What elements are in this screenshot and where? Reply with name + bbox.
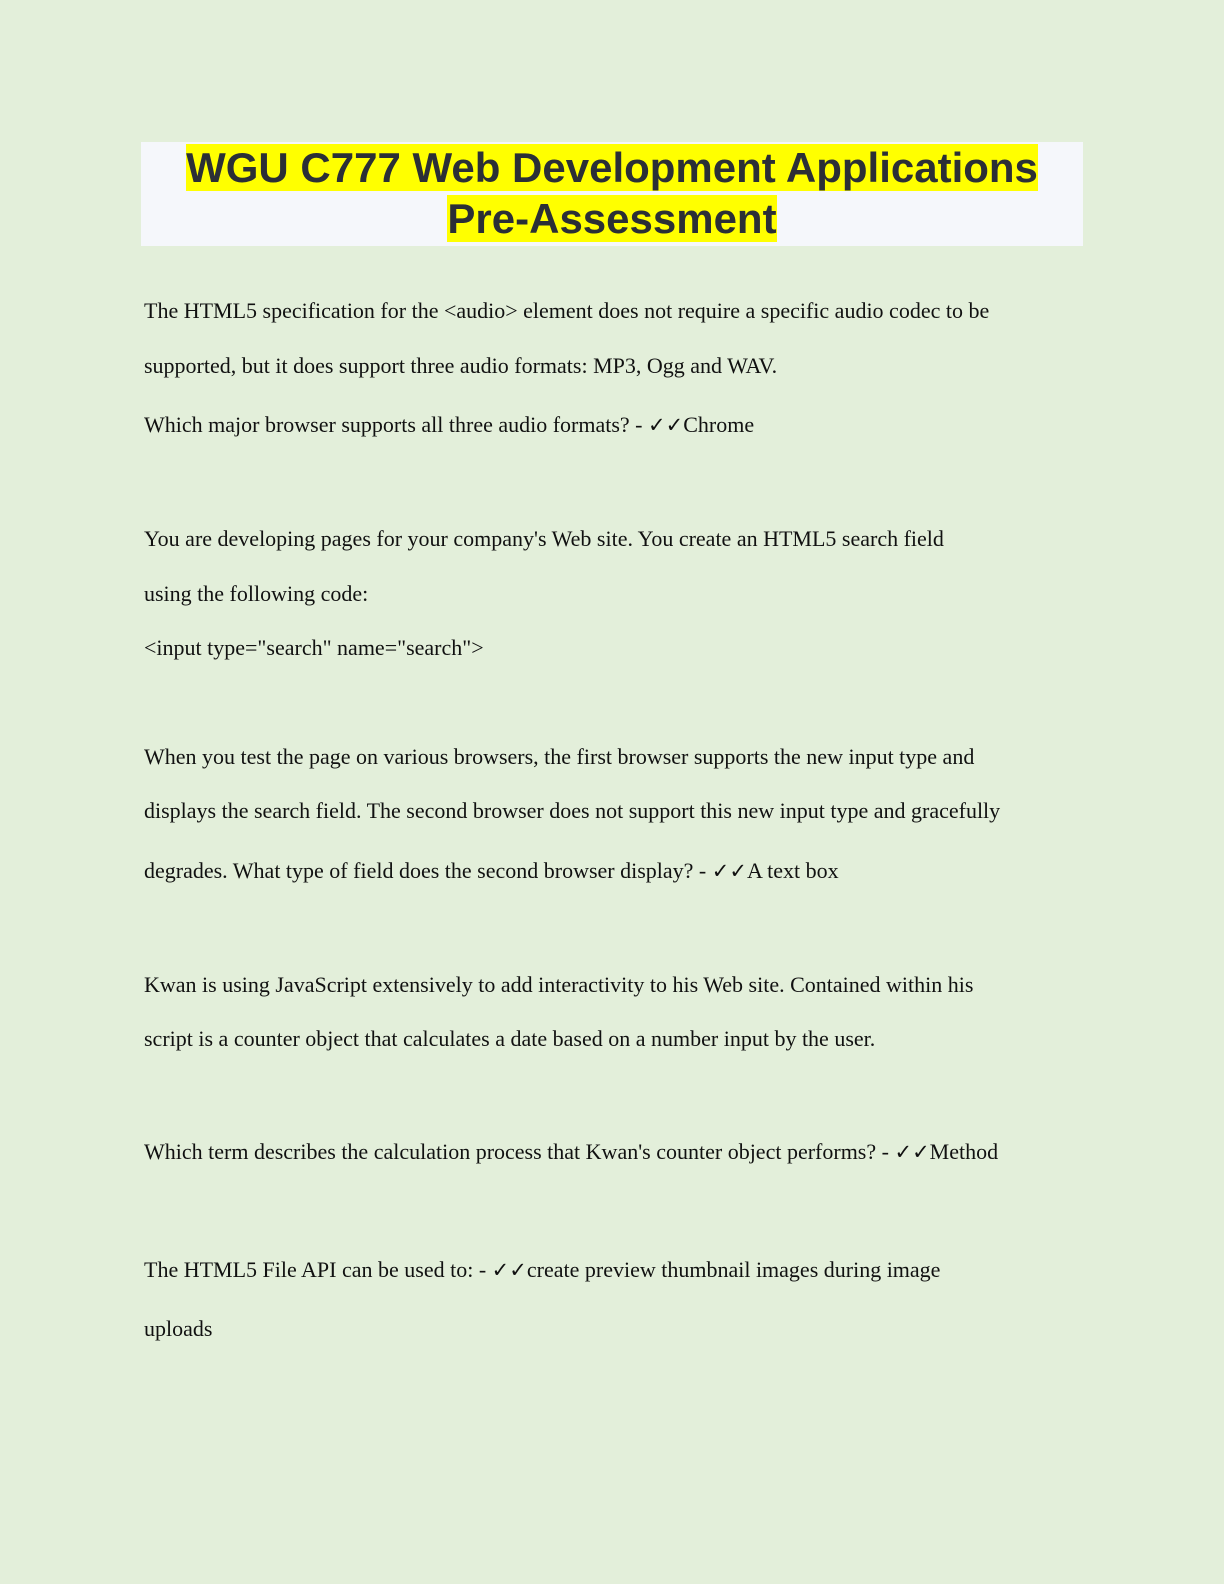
check-mark-icon: ✓✓ [711,859,747,883]
title-line-1: WGU C777 Web Development Applications [186,144,1038,191]
check-mark-icon: ✓✓ [648,413,684,437]
document-title [141,142,1083,246]
check-mark-icon: ✓✓ [491,1258,527,1282]
q2-text-line-2: using the following code: [144,581,369,606]
q2-answer: A text box [746,858,839,883]
q3-answer: Method [929,1139,999,1164]
q2-text-line-4: displays the search field. The second browser does not support this new input type and gracefully [144,798,1001,823]
q3-question-text: Which term describes the calculation process that Kwan's counter object performs? - [144,1139,895,1164]
q2-text-line-1: You are developing pages for your company's Web site. You create an HTML5 search field [144,526,944,551]
q4-answer-line-1: create preview thumbnail images during image [526,1257,941,1282]
q1-question-text: Which major browser supports all three audio formats? - [144,412,649,437]
q4-question-text: The HTML5 File API can be used to: - [144,1257,492,1282]
q1-text-line-1: The HTML5 specification for the <audio> element does not require a specific audio codec to be [144,298,990,323]
q1-question [144,412,754,438]
q4-question [144,1257,940,1283]
q2-code-snippet: <input type="search" name="search"> [144,635,484,660]
title-line-2: Pre-Assessment [447,195,777,242]
q2-question [144,858,839,884]
q2-text-line-3: When you test the page on various browsers, the first browser supports the new input type and [144,744,975,769]
q3-text-line-1: Kwan is using JavaScript extensively to add interactivity to his Web site. Contained within his [144,972,974,997]
q2-question-text: degrades. What type of field does the second browser display? - [144,858,712,883]
q4-answer-line-2: uploads [144,1316,213,1341]
q1-text-line-2: supported, but it does support three audio formats: MP3, Ogg and WAV. [144,353,778,378]
q1-answer: Chrome [683,412,755,437]
check-mark-icon: ✓✓ [894,1140,930,1164]
q3-text-line-2: script is a counter object that calculates a date based on a number input by the user. [144,1026,876,1051]
q3-question [144,1139,998,1165]
